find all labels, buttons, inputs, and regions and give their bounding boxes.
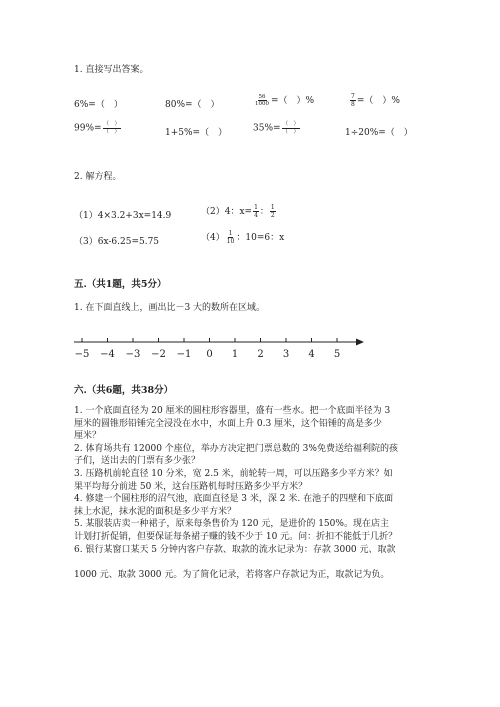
denominator: 1000 [255, 101, 269, 107]
answer-blank: =（ ）% [356, 96, 400, 106]
text-line: 2. 体育场共有 12000 个座位，举办方决定把门票总数的 3%免费送给福利院的孩 [74, 443, 398, 454]
text-line: 厘米？ [74, 431, 102, 442]
prefix: （4） [201, 233, 225, 243]
fraction [226, 230, 236, 245]
number-line-label: 3 [282, 349, 290, 360]
q-99-percent [74, 121, 122, 135]
text-line: 子们，送出去的门票有多少张？ [74, 456, 201, 467]
fraction [253, 204, 259, 219]
suffix: ：10=6：x [236, 233, 285, 243]
number-line-label: −3 [125, 349, 141, 360]
number-line-label: −4 [100, 349, 115, 360]
fraction [350, 93, 356, 108]
q-1-div-20-percent: 1÷20%=（ ） [345, 128, 413, 138]
numerator: 7 [351, 93, 355, 100]
equation-3: （3）6x-6.25=5.75 [74, 237, 160, 247]
number-line-label: −1 [176, 349, 192, 360]
numerator: 1 [254, 204, 258, 211]
text-line: 6. 银行某窗口某天 5 分钟内客户存款、取款的流水记录为：存款 3000 元、取款 [74, 544, 396, 555]
text-line: 3. 压路机前轮直径 10 分米，宽 2.5 米，前轮转一周，可以压路多少平方米？如 [74, 468, 393, 479]
denominator: （ ） [282, 128, 300, 135]
denominator: 4 [254, 212, 258, 219]
section2-title: 2. 解方程。 [74, 172, 122, 182]
prefix: 99%= [74, 123, 102, 134]
text-line: 厘米的圆锥形铅锤完全浸没在水中，水面上升 0.3 厘米，这个铅锤的高是多少 [74, 418, 383, 429]
text-line: 果平均每分前进 50 米，这台压路机每时压路多少平方米？ [74, 481, 308, 492]
text-line [74, 556, 430, 569]
number-line-label: −5 [74, 349, 90, 360]
number-line-label: −2 [151, 349, 166, 360]
equation-4 [201, 230, 284, 245]
denominator: （ ） [103, 128, 121, 135]
q-6-percent: 6%=（ ） [74, 100, 123, 110]
number-line [70, 330, 370, 362]
prefix: 35%= [253, 123, 281, 134]
text-line: 5. 某服装店卖一种裙子，原来每条售价为 120 元，是进价的 150%。现在店主 [74, 519, 389, 530]
denominator: 10 [226, 238, 235, 245]
q-56-over-1000 [253, 93, 314, 108]
number-line-label: 0 [206, 349, 213, 360]
q-1-plus-5-percent: 1+5%=（ ） [165, 128, 228, 138]
numerator: 56 [258, 93, 266, 100]
text-line: 抹上水泥，抹水泥的面积是多少平方米？ [74, 506, 237, 517]
text-line: 1000 元、取款 3000 元。为了简化记录，若将客户存款记为正，取款记为负。 [74, 569, 390, 580]
text-line: 1. 一个底面直径为 20 厘米的圆柱形容器里，盛有一些水。把一个底面半径为 3 [74, 406, 391, 416]
q-80-percent: 80%=（ ） [165, 100, 220, 110]
numerator: 1 [270, 204, 275, 211]
q-35-percent [253, 121, 301, 135]
section6-body [74, 405, 430, 581]
denominator: 2 [270, 212, 275, 219]
text-line: 计划打折促销，但要保证每条裙子赚的钱不少于 10 元。问：折扣不能低于几折？ [74, 531, 398, 542]
denominator: 8 [351, 101, 355, 108]
fraction [103, 121, 122, 135]
ratio-sign: ： [259, 207, 269, 217]
equation-2 [201, 204, 277, 219]
section5-header: 五.（共1题，共5分） [74, 279, 167, 290]
fraction [282, 121, 301, 135]
numerator: （ ） [103, 121, 121, 127]
fraction [270, 204, 276, 219]
number-line-label: 5 [333, 349, 341, 360]
number-line-label: 1 [231, 349, 239, 360]
q-7-over-8 [349, 93, 400, 108]
numerator: （ ） [282, 121, 300, 127]
section5-question: 1. 在下面直线上，画出比－3 大的数所在区域。 [74, 303, 266, 313]
answer-blank: =（ ）% [271, 96, 315, 106]
number-line-label: 2 [257, 349, 264, 360]
section6-header: 六.（共6题，共38分） [74, 385, 174, 396]
number-line-label: 4 [308, 349, 315, 360]
arrow-head-icon [356, 339, 364, 346]
text-line: 4. 修建一个圆柱形的沼气池，底面直径是 3 米，深 2 米. 在池子的四壁和下底面 [74, 494, 394, 505]
fraction [254, 94, 270, 108]
equation-1: （1）4×3.2+3x=14.9 [74, 211, 172, 221]
section1-title: 1. 直接写出答案。 [74, 65, 149, 75]
prefix: （2）4：x= [201, 207, 253, 217]
numerator: 1 [228, 230, 233, 237]
